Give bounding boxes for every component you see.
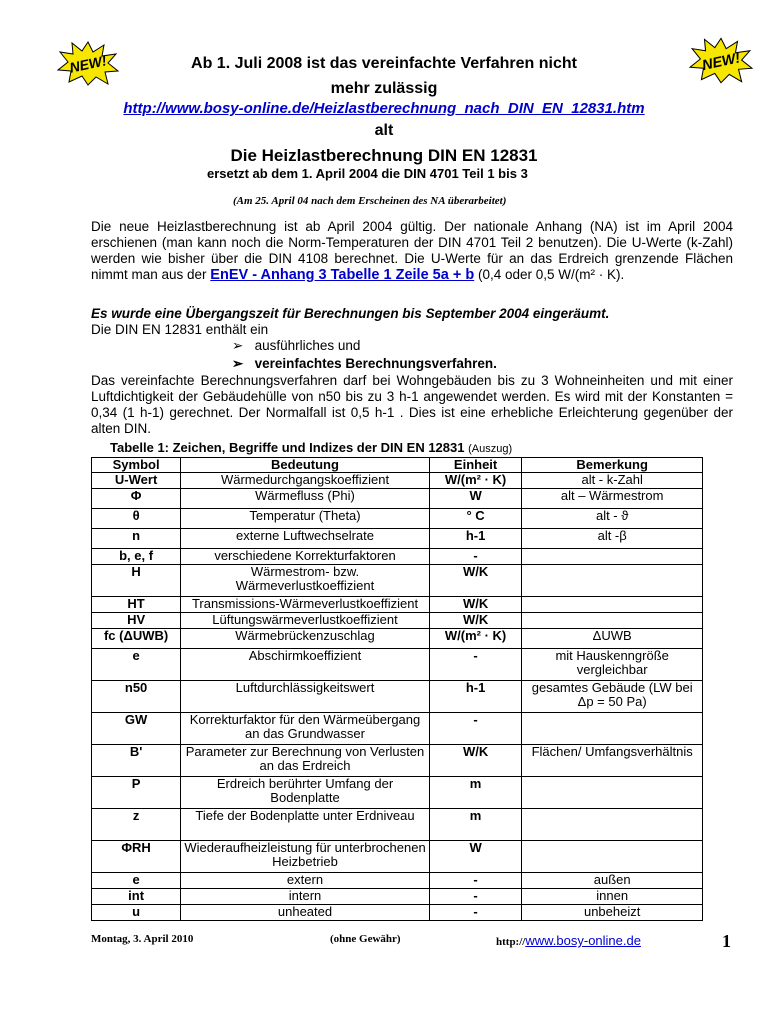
intro-text: Die neue Heizlastberechnung ist ab April 2004 gültig. Der nationale Anhang (NA) ist im April 2004 erschienen (man kann noch die Norm-Temperaturen der DIN 4701 Teil 2 benutzen). Die U-Werte (k-Zahl) werden wie bisher über die DIN 4108 berechnet. Die U-Werte für an das Erdreich grenzende Flächen nimmt man aus der	[91, 219, 733, 282]
badge-text: NEW!	[700, 50, 742, 74]
cell-symbol: GW	[92, 713, 181, 745]
heading-link[interactable]: http://www.bosy-online.de/Heizlastberechnung_nach_DIN_EN_12831.htm	[123, 100, 645, 117]
cell-symbol: Φ	[92, 489, 181, 509]
table-row	[92, 889, 703, 905]
cell-remark: unbeheizt	[522, 905, 703, 921]
cell-unit: m	[429, 777, 522, 809]
cell-remark: mit Hauskenngröße vergleichbar	[522, 649, 703, 681]
cell-symbol: e	[92, 649, 181, 681]
table-row	[92, 713, 703, 745]
col-header-unit: Einheit	[429, 458, 522, 473]
table-row	[92, 681, 703, 713]
arrow-bullet-icon: ➢	[232, 338, 244, 353]
table-row	[92, 777, 703, 809]
heading-alt: alt	[374, 122, 394, 139]
cell-remark: gesamtes Gebäude (LW bei Δp = 50 Pa)	[522, 681, 703, 713]
cell-symbol: int	[92, 889, 181, 905]
cell-symbol: e	[92, 873, 181, 889]
table-row	[92, 841, 703, 873]
page-number: 1	[722, 931, 731, 951]
cell-unit: W/(m² · K)	[429, 473, 522, 489]
subtitle: ersetzt ab dem 1. April 2004 die DIN 4701 Teil 1 bis 3	[207, 166, 528, 181]
cell-meaning: Wiederaufheizleistung für unterbrochenen Heizbetrieb	[181, 841, 430, 873]
table-row	[92, 613, 703, 629]
simplified-paragraph	[91, 373, 733, 437]
table-row	[92, 489, 703, 509]
cell-symbol: b, e, f	[92, 549, 181, 565]
arrow-bullet-icon: ➢	[232, 356, 244, 371]
cell-meaning: Wärmebrückenzuschlag	[181, 629, 430, 649]
cell-meaning: Lüftungswärmeverlustkoeffizient	[181, 613, 430, 629]
cell-unit: h-1	[429, 529, 522, 549]
cell-symbol: HT	[92, 597, 181, 613]
table-row	[92, 905, 703, 921]
table-row	[92, 529, 703, 549]
footer-date: Montag, 3. April 2010	[91, 933, 194, 945]
cell-unit: W/K	[429, 597, 522, 613]
cell-meaning: Erdreich berührter Umfang der Bodenplatte	[181, 777, 430, 809]
footer-link[interactable]: www.bosy-online.de	[525, 933, 641, 948]
cell-symbol: u	[92, 905, 181, 921]
cell-remark: ΔUWB	[522, 629, 703, 649]
cell-symbol: fc (ΔUWB)	[92, 629, 181, 649]
cell-unit: W/K	[429, 565, 522, 597]
cell-meaning: intern	[181, 889, 430, 905]
table-row	[92, 549, 703, 565]
cell-unit: -	[429, 649, 522, 681]
cell-remark	[522, 777, 703, 809]
cell-symbol: θ	[92, 509, 181, 529]
cell-unit: W/K	[429, 745, 522, 777]
intro-paragraph	[91, 219, 733, 283]
cell-remark: alt - ϑ	[522, 509, 703, 529]
cell-meaning: Abschirmkoeffizient	[181, 649, 430, 681]
cell-meaning: externe Luftwechselrate	[181, 529, 430, 549]
cell-unit: W	[429, 489, 522, 509]
cell-unit: -	[429, 889, 522, 905]
intro-text-end: (0,4 oder 0,5 W/(m² · K).	[474, 267, 625, 282]
cell-symbol: z	[92, 809, 181, 841]
cell-meaning: Korrekturfaktor für den Wärmeübergang an das Grundwasser	[181, 713, 430, 745]
cell-remark	[522, 713, 703, 745]
cell-remark	[522, 549, 703, 565]
transition-note: Es wurde eine Übergangszeit für Berechnungen bis September 2004 eingeräumt.	[91, 306, 610, 321]
cell-symbol: n	[92, 529, 181, 549]
cell-remark	[522, 597, 703, 613]
table-row	[92, 565, 703, 597]
table-row	[92, 597, 703, 613]
table-row	[92, 473, 703, 489]
heading-line2: mehr zulässig	[330, 80, 438, 97]
table-row	[92, 873, 703, 889]
cell-meaning: unheated	[181, 905, 430, 921]
table-row	[92, 745, 703, 777]
cell-symbol: B'	[92, 745, 181, 777]
cell-remark	[522, 565, 703, 597]
cell-remark	[522, 613, 703, 629]
cell-meaning: verschiedene Korrekturfaktoren	[181, 549, 430, 565]
bullet-item-1: ➢ ausführliches und	[232, 338, 361, 353]
cell-meaning: Parameter zur Berechnung von Verlusten an das Erdreich	[181, 745, 430, 777]
cell-unit: -	[429, 873, 522, 889]
badge-text: NEW!	[68, 52, 108, 76]
cell-remark: alt – Wärmestrom	[522, 489, 703, 509]
cell-unit: -	[429, 549, 522, 565]
footer-disclaimer: (ohne Gewähr)	[330, 933, 401, 945]
cell-symbol: n50	[92, 681, 181, 713]
col-header-remark: Bemerkung	[522, 458, 703, 473]
cell-unit: m	[429, 809, 522, 841]
cell-meaning: Tiefe der Bodenplatte unter Erdniveau	[181, 809, 430, 841]
cell-meaning: Luftdurchlässigkeitswert	[181, 681, 430, 713]
cell-unit: W/K	[429, 613, 522, 629]
cell-unit: -	[429, 713, 522, 745]
revision-note: (Am 25. April 04 nach dem Erscheinen des NA überarbeitet)	[233, 195, 507, 207]
cell-remark	[522, 841, 703, 873]
cell-symbol: P	[92, 777, 181, 809]
symbol-table	[91, 457, 703, 921]
table-row	[92, 809, 703, 841]
col-header-symbol: Symbol	[92, 458, 181, 473]
cell-remark: innen	[522, 889, 703, 905]
cell-meaning: Wärmefluss (Phi)	[181, 489, 430, 509]
table-row	[92, 509, 703, 529]
cell-unit: -	[429, 905, 522, 921]
enev-link[interactable]: EnEV - Anhang 3 Tabelle 1 Zeile 5a + b	[210, 267, 475, 283]
cell-unit: W	[429, 841, 522, 873]
cell-unit: h-1	[429, 681, 522, 713]
cell-symbol: U-Wert	[92, 473, 181, 489]
table-row	[92, 649, 703, 681]
cell-remark: alt - k-Zahl	[522, 473, 703, 489]
table-row	[92, 629, 703, 649]
cell-unit: W/(m² · K)	[429, 629, 522, 649]
cell-meaning: Wärmestrom- bzw. Wärmeverlustkoeffizient	[181, 565, 430, 597]
cell-symbol: H	[92, 565, 181, 597]
cell-meaning: Wärmedurchgangskoeffizient	[181, 473, 430, 489]
cell-meaning: Transmissions-Wärmeverlustkoeffizient	[181, 597, 430, 613]
footer-url: http://www.bosy-online.de	[496, 933, 641, 948]
heading-line1: Ab 1. Juli 2008 ist das vereinfachte Verfahren nicht	[191, 55, 577, 72]
cell-remark: außen	[522, 873, 703, 889]
cell-unit: ° C	[429, 509, 522, 529]
cell-symbol: HV	[92, 613, 181, 629]
cell-symbol: ΦRH	[92, 841, 181, 873]
table-header-row	[92, 458, 703, 473]
simplified-text: Das vereinfachte Berechnungsverfahren darf bei Wohngebäuden bis zu 3 Wohneinheiten und mit einer Luftdichtigkeit der Gebäudehülle von n50 bis zu 3 h-1 angewendet werden. Es wird mit der Konstanten = 0,34 (1 h-1) gerechnet. Der Normalfall ist 0,5 h-1 . Dies ist eine erhebliche Erleichterung gegenüber der alten DIN.	[91, 373, 733, 436]
cell-remark	[522, 809, 703, 841]
cell-meaning: extern	[181, 873, 430, 889]
cell-remark: alt -β	[522, 529, 703, 549]
cell-remark: Flächen/ Umfangsverhältnis	[522, 745, 703, 777]
col-header-meaning: Bedeutung	[181, 458, 430, 473]
bullet-item-2: ➢ vereinfachtes Berechnungsverfahren.	[232, 356, 497, 371]
din-intro: Die DIN EN 12831 enthält ein	[91, 322, 269, 337]
cell-meaning: Temperatur (Theta)	[181, 509, 430, 529]
page-title: Die Heizlastberechnung DIN EN 12831	[230, 146, 538, 165]
table-caption: Tabelle 1: Zeichen, Begriffe und Indizes der DIN EN 12831 (Auszug)	[110, 440, 513, 455]
